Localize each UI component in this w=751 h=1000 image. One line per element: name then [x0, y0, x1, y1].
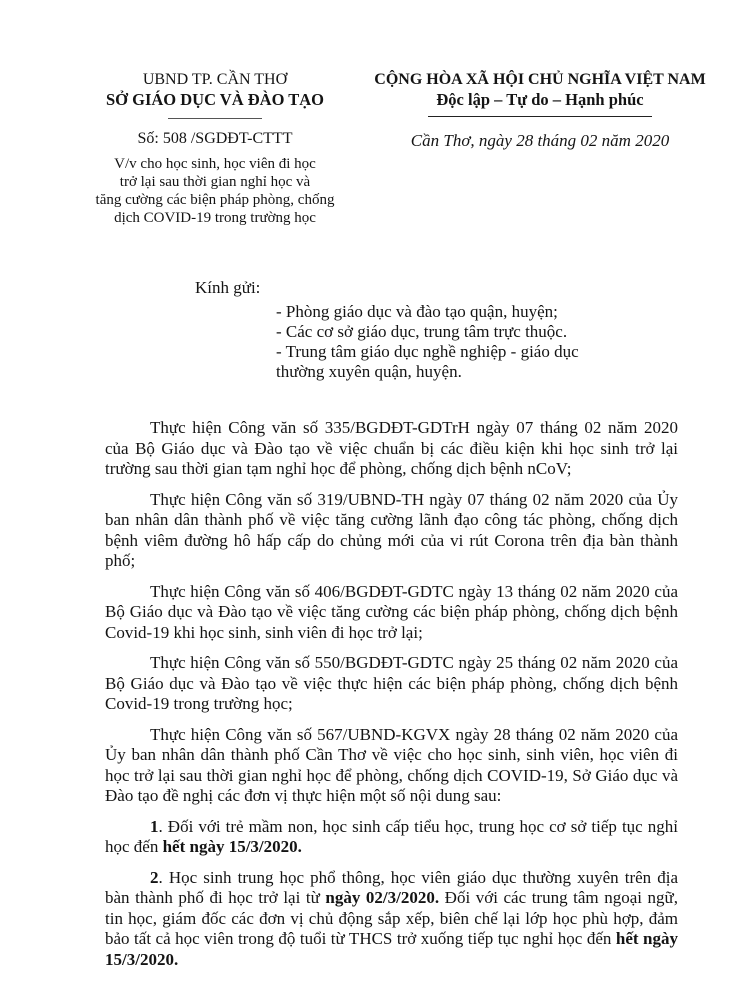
nation-title: CỘNG HÒA XÃ HỘI CHỦ NGHĨA VIỆT NAM	[374, 71, 706, 88]
body-paragraph: Thực hiện Công văn số 550/BGDĐT-GDTC ngày 25 tháng 02 năm 2020 của Bộ Giáo dục và Đào tạo về việc thực hiện các biện pháp phòng, chống dịch bệnh Covid-19 trong trường học;	[105, 653, 678, 713]
directive-item-1	[105, 817, 678, 858]
issuer-department: SỞ GIÁO DỤC VÀ ĐÀO TẠO	[105, 90, 325, 109]
item-text: Đối với các trung tâm ngoại ngữ, tin học, giám đốc các đơn vị chủ động sắp xếp, biên chế lại lớp học phù hợp, đảm bảo tất cả học viên trong độ tuổi từ THCS trở xuống tiếp tục nghỉ học đến	[105, 888, 678, 948]
subject-line: tăng cường các biện pháp phòng, chống	[95, 192, 335, 208]
issuer-block	[60, 70, 370, 227]
place-date: Cần Thơ, ngày 28 tháng 02 năm 2020	[410, 131, 670, 150]
body-paragraph: Thực hiện Công văn số 335/BGDĐT-GDTrH ngày 07 tháng 02 năm 2020 của Bộ Giáo dục và Đào tạo về việc chuẩn bị các điều kiện khi học sinh trở lại trường sau thời gian tạm nghỉ học để phòng, chống dịch bệnh nCoV;	[105, 418, 678, 478]
item-return-date: ngày 02/3/2020.	[325, 888, 440, 907]
national-header	[370, 70, 710, 151]
recipient-item: - Trung tâm giáo dục nghề nghiệp - giáo dục	[276, 342, 579, 361]
recipient-item: thường xuyên quận, huyện.	[276, 362, 462, 381]
item-deadline: hết ngày 15/3/2020.	[162, 837, 302, 856]
document-subject	[60, 155, 370, 227]
salutation: Kính gửi:	[195, 278, 261, 297]
document-number: Số: 508 /SGDĐT-CTTT	[137, 130, 293, 147]
item-number: 1	[150, 816, 159, 836]
item-number: 2	[150, 867, 159, 887]
recipient-list	[276, 302, 606, 382]
issuer-divider	[168, 118, 262, 119]
recipient-item: - Các cơ sở giáo dục, trung tâm trực thuộc.	[276, 322, 568, 341]
directive-item-2	[105, 868, 678, 971]
motto-underline	[428, 116, 652, 117]
issuer-authority: UBND TP. CẦN THƠ	[142, 71, 288, 88]
subject-line: dịch COVID-19 trong trường học	[114, 210, 316, 226]
subject-line: V/v cho học sinh, học viên đi học	[114, 156, 316, 172]
body-paragraph: Thực hiện Công văn số 567/UBND-KGVX ngày 28 tháng 02 năm 2020 của Ủy ban nhân dân thành phố Cần Thơ về việc cho học sinh, sinh viên, học viên đi học trở lại sau thời gian nghỉ học để phòng, chống dịch COVID-19, Sở Giáo dục và Đào tạo đề nghị các đơn vị thực hiện một số nội dung sau:	[105, 724, 678, 805]
document-body	[105, 418, 678, 980]
body-paragraph: Thực hiện Công văn số 319/UBND-TH ngày 07 tháng 02 năm 2020 của Ủy ban nhân dân thành phố về việc tăng cường lãnh đạo công tác phòng, chống dịch bệnh viêm đường hô hấp cấp do chủng mới của vi rút Corona trên địa bàn thành phố;	[105, 489, 678, 570]
national-motto: Độc lập – Tự do – Hạnh phúc	[436, 90, 644, 109]
subject-line: trở lại sau thời gian nghỉ học và	[119, 174, 311, 190]
item-text: . Học sinh trung học phổ thông, học viên giáo dục thường xuyên trên địa bàn thành phố đi học trở lại từ	[105, 867, 678, 907]
body-paragraph: Thực hiện Công văn số 406/BGDĐT-GDTC ngày 13 tháng 02 năm 2020 của Bộ Giáo dục và Đào tạo về việc tăng cường các biện pháp phòng, chống dịch bệnh Covid-19 khi học sinh, sinh viên đi học trở lại;	[105, 581, 678, 642]
item-deadline: hết ngày 15/3/2020.	[105, 929, 678, 969]
recipient-item: - Phòng giáo dục và đào tạo quận, huyện;	[276, 302, 558, 321]
item-text: . Đối với trẻ mầm non, học sinh cấp tiểu học, trung học cơ sở tiếp tục nghỉ học đến	[105, 816, 678, 856]
